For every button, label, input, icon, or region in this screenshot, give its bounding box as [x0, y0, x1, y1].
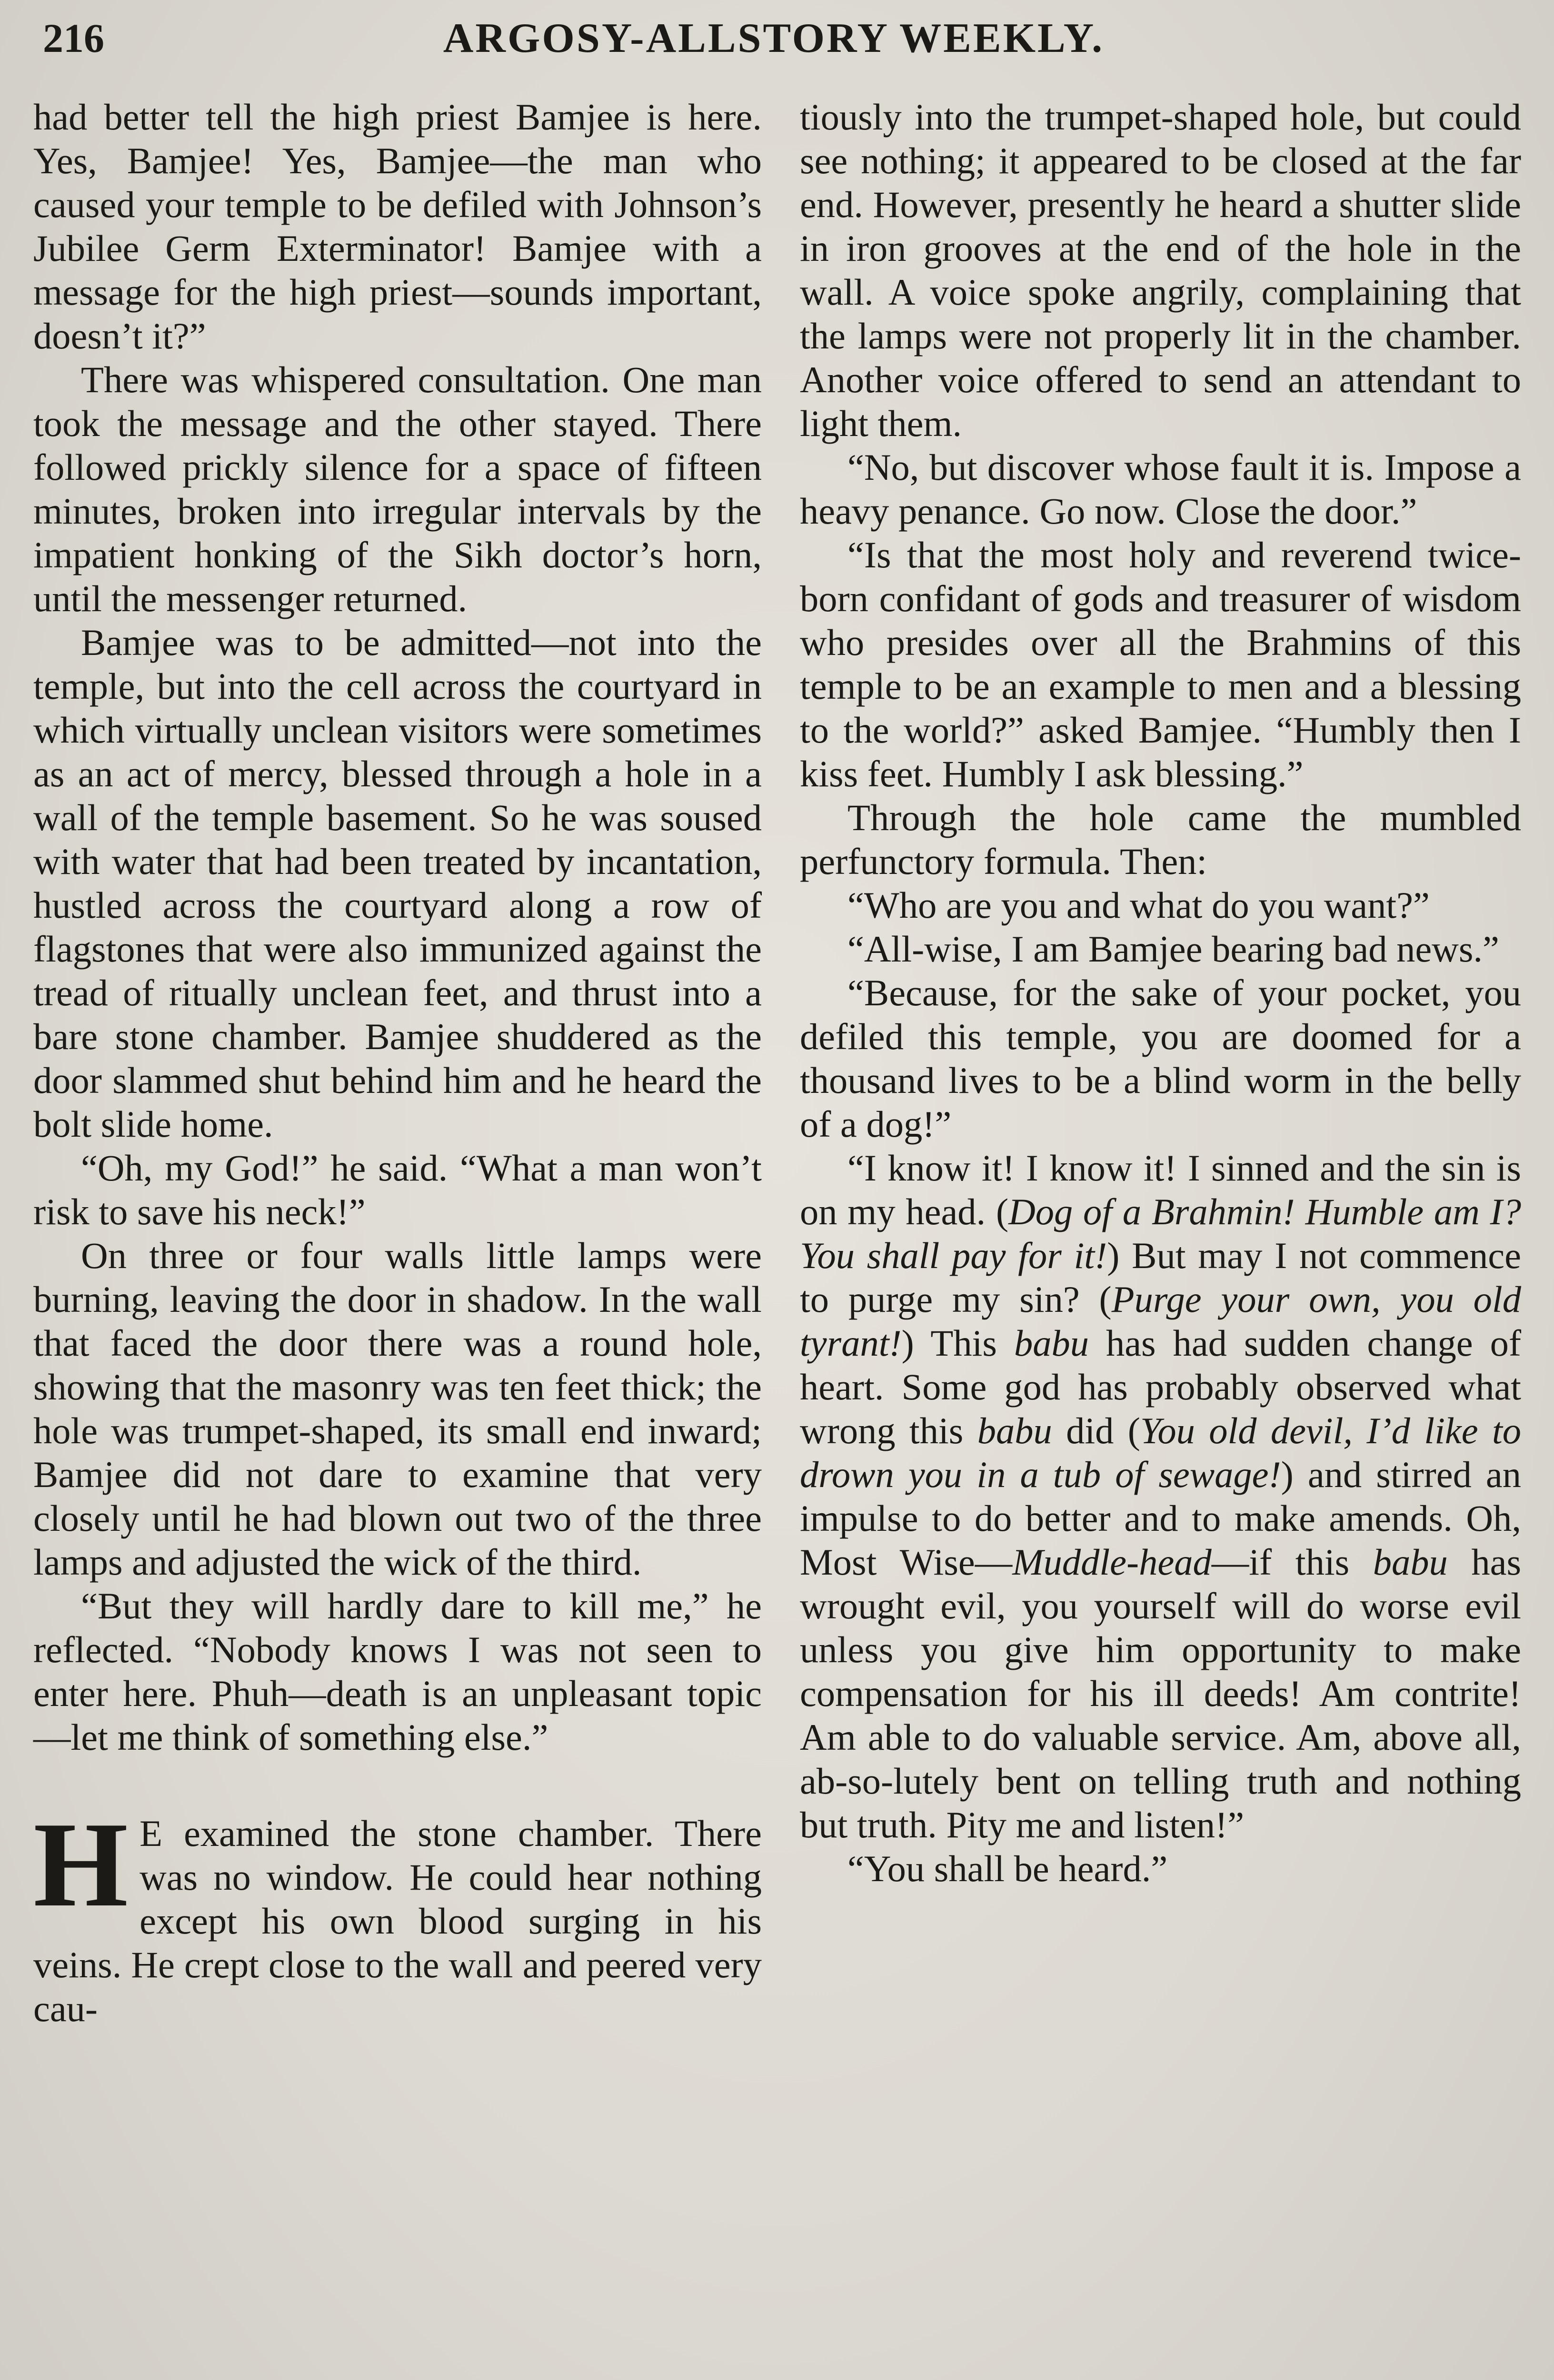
paragraph: “Oh, my God!” he said. “What a man won’t risk to save his neck!” — [33, 1147, 762, 1232]
paragraph: had better tell the high priest Bamjee is here. Yes, Bamjee! Yes, Bamjee—the man who caused your temple to be defiled with Johnson’s Jubilee Germ Exterminator! Bamjee with a message for the high priest—sounds important, doesn’t it?” — [33, 96, 762, 357]
section-start — [33, 1797, 762, 2031]
paragraph: “No, but discover whose fault it is. Impose a heavy penance. Go now. Close the door.” — [800, 446, 1521, 532]
paragraph: There was whispered consultation. One man took the message and the other stayed. There followed prickly silence for a space of fifteen minutes, broken into irregular intervals by the impatient honking of the Sikh doctor’s horn, until the messenger returned. — [33, 359, 762, 619]
paragraph: “All-wise, I am Bamjee bearing bad news.” — [847, 928, 1499, 970]
italic-aside: Dog of a Brahmin! Humble am I? You shall pay for it! — [800, 1191, 1521, 1276]
text-run: ) and stirred an impulse to do better and to make amends. Oh, Most Wise— — [800, 1454, 1522, 1583]
text-run: has wrought evil, you yourself will do worse evil unless you give him opportunity to make compensation for his ill deeds! Am contrite! Am able to do valuable service. Am, above all, ab-so-lutely bent on telling truth and nothing but truth. Pity me and listen!” — [800, 1541, 1521, 1845]
paragraph: “Is that the most holy and reverend twice-born confidant of gods and treasurer of wisdom who presides over all the Brahmins of this temple to be an example to men and a blessing to the world?” asked Bamjee. “Humbly then I kiss feet. Humbly I ask blessing.” — [800, 534, 1521, 794]
paragraph: tiously into the trumpet-shaped hole, but could see nothing; it appeared to be closed at the far end. However, presently he heard a shutter slide in iron grooves at the end of the hole in the wall. A voice spoke angrily, complaining that the lamps were not properly lit in the chamber. Another voice offered to send an attendant to light them. — [800, 96, 1521, 444]
paragraph: “But they will hardly dare to kill me,” he reflected. “Nobody knows I was not seen to enter here. Phuh—death is an unpleasant topic—let me think of something else.” — [33, 1585, 762, 1758]
paragraph: On three or four walls little lamps were burning, leaving the door in shadow. In the wall that faced the door there was a round hole, showing that the masonry was ten feet thick; the hole was trumpet-shaped, its small end inward; Bamjee did not dare to examine that very closely until he had blown out two of the three lamps and adjusted the wick of the third. — [33, 1235, 762, 1583]
running-head: ARGOSY-ALLSTORY WEEKLY. — [443, 15, 1105, 61]
text-run: ) But may I not commence to purge my sin? ( — [800, 1235, 1521, 1320]
left-column — [33, 95, 762, 2031]
paragraph: Bamjee was to be admitted—not into the temple, but into the cell across the courtyard in which virtually unclean visitors were sometimes as an act of mercy, blessed through a hole in a wall of the temple basement. So he was soused with water that had been treated by incantation, hustled across the courtyard along a row of flagstones that were also immunized against the tread of ritually unclean feet, and thrust into a bare stone chamber. Bamjee shuddered as the door slammed shut behind him and he heard the bolt slide home. — [33, 622, 762, 1145]
paragraph: “Because, for the sake of your pocket, you defiled this temple, you are doomed for a thousand lives to be a blind worm in the belly of a dog!” — [800, 972, 1521, 1145]
page-header — [33, 14, 1514, 71]
paragraph: “Who are you and what do you want?” — [847, 884, 1430, 926]
paragraph: E examined the stone chamber. There was no window. He could hear nothing except his own blood surging in his veins. He crept close to the wall and peered very cau- — [33, 1813, 762, 2029]
italic-word: babu — [977, 1410, 1052, 1451]
text-run: ) This — [901, 1322, 1014, 1364]
paragraph: Through the hole came the mumbled perfunctory formula. Then: — [800, 797, 1521, 882]
text-run: did ( — [1052, 1410, 1140, 1451]
drop-cap: H — [33, 1797, 129, 1932]
right-column — [800, 95, 1521, 1891]
text-run: “I know it! I know it! I sinned and the sin is on my head. ( — [800, 1147, 1521, 1232]
italic-word: babu — [1014, 1322, 1089, 1364]
italic-aside: You old devil, I’d like to drown you in a tub of sewage! — [800, 1410, 1522, 1495]
text-run: has had sudden change of heart. Some god has probably observed what wrong this — [800, 1322, 1521, 1451]
paragraph-mixed — [800, 1146, 1521, 1847]
italic-aside: Purge your own, you old tyrant! — [800, 1279, 1521, 1364]
text-run: —if this — [1211, 1541, 1373, 1583]
page-number: 216 — [43, 15, 104, 61]
italic-word: Muddle-head — [1012, 1541, 1212, 1583]
italic-word: babu — [1373, 1541, 1448, 1583]
paragraph: “You shall be heard.” — [847, 1848, 1168, 1889]
